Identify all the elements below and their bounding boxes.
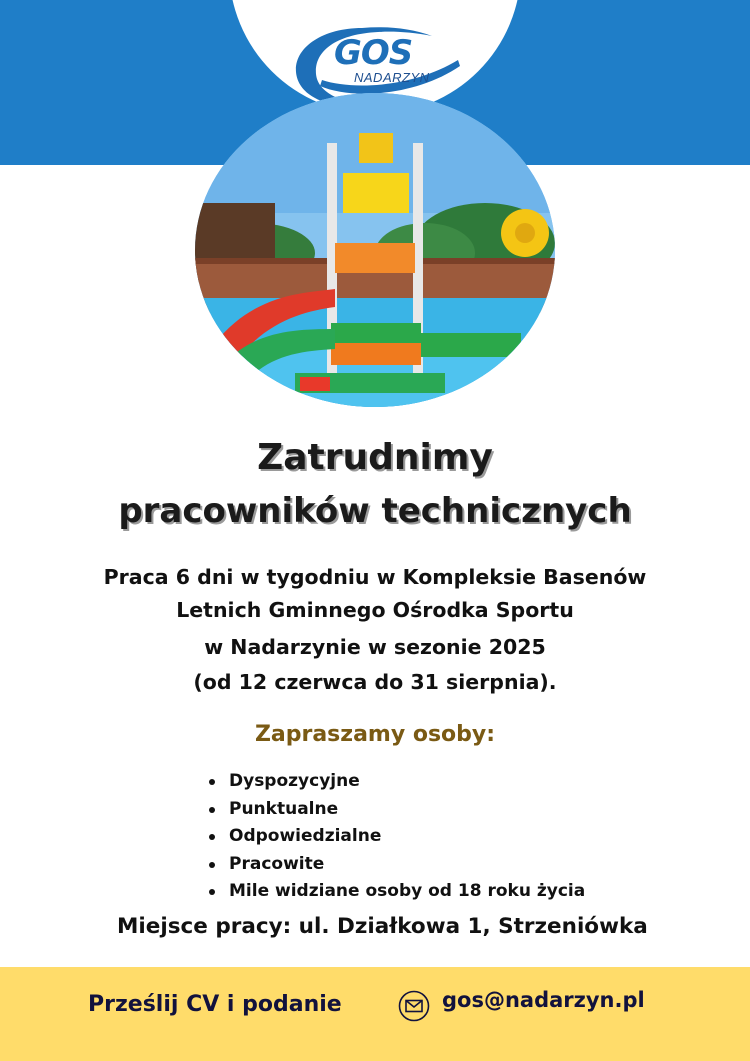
list-item-text: Odpowiedzialne [229, 826, 382, 846]
bullet-dot-icon [209, 779, 215, 785]
description-line-2: Letnich Gminnego Ośrodka Sportu [176, 598, 574, 622]
list-item [207, 851, 585, 879]
contact-email-link[interactable]: gos@nadarzyn.pl [442, 988, 645, 1012]
headline-line-2: pracowników technicznych [118, 491, 632, 531]
footer-cta-text: Prześlij CV i podanie [88, 992, 342, 1017]
description-line-1: Praca 6 dni w tygodniu w Kompleksie Basenów [103, 565, 647, 589]
bullet-dot-icon [209, 834, 215, 840]
bullet-dot-icon [209, 807, 215, 813]
list-item-text: Pracowite [229, 853, 325, 874]
list-item-text: Dyspozycyjne [229, 771, 360, 791]
list-item-text: Punktualne [229, 798, 339, 819]
list-item-text: Mile widziane osoby od 18 roku życia [229, 881, 586, 901]
description-line-4: (od 12 czerwca do 31 sierpnia). [193, 670, 557, 694]
invite-heading: Zapraszamy osoby: [254, 722, 496, 747]
list-item [207, 823, 585, 851]
logo-town-text: NADARZYN [354, 70, 430, 85]
list-item [207, 796, 585, 824]
pool-photo [195, 93, 555, 407]
description-line-3: w Nadarzynie w sezonie 2025 [204, 635, 546, 659]
list-item [207, 768, 585, 796]
list-item [207, 878, 585, 906]
headline-line-1: Zatrudnimy [257, 437, 493, 478]
bullet-dot-icon [209, 889, 215, 895]
bullet-dot-icon [209, 862, 215, 868]
envelope-icon [398, 990, 430, 1022]
logo-brand-text: GOS [334, 33, 413, 73]
qualities-list [207, 768, 585, 906]
workplace-address: Miejsce pracy: ul. Działkowa 1, Strzeniówka [117, 914, 648, 939]
